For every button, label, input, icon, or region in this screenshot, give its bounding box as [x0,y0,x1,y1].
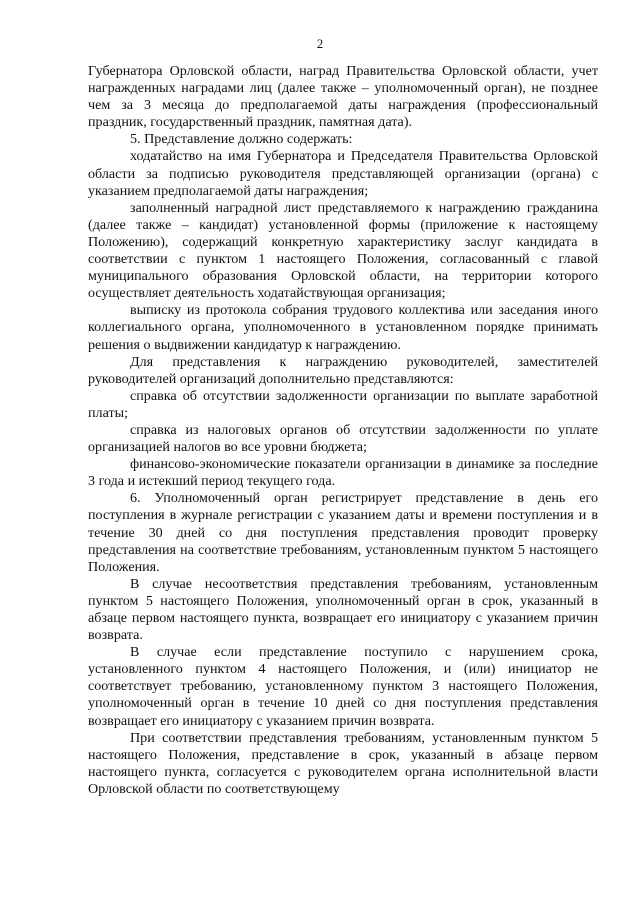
paragraph-financial-indicators: финансово-экономические показатели организации в динамике за последние 3 года и истекший период текущего года. [88,456,598,490]
paragraph-nonconformity-return: В случае несоответствия представления требованиям, установленным пунктом 5 настоящего Положения, уполномоченный орган в срок, указанный в абзаце первом настоящего пункта, возвращает его инициатору с указанием причин возврата. [88,575,598,644]
paragraph-late-return: В случае если представление поступило с нарушением срока, установленного пунктом 4 настоящего Положения, и (или) инициатор не соответствует требованию, установленному пунктом 3 настоящего Положения, уполномоченный орган в течение 10 дней со дня поступления представления возвращает его инициатору с указанием причин возврата. [88,644,598,729]
paragraph-conformity-approval: При соответствии представления требованиям, установленным пунктом 5 настоящего Положения, представление в срок, указанный в абзаце первом настоящего пункта, согласуется с руководителем органа исполнительной власти Орловской области по соответствующему [88,729,598,797]
paragraph-item-6-registration: 6. Уполномоченный орган регистрирует представление в день его поступления в журнале регистрации с указанием даты и времени поступления и в течение 30 дней со дня поступления представления проводит проверку представления на соответствие требованиям, установленным пунктом 5 настоящего Положения. [88,490,598,575]
paragraph-managers-additional: Для представления к награждению руководителей, заместителей руководителей организаций дополнительно представляются: [88,353,598,387]
document-body [88,63,598,798]
paragraph-item-5-heading: 5. Представление должно содержать: [130,131,353,148]
paragraph-continuation: Губернатора Орловской области, наград Правительства Орловской области, учет награжденных наградами лиц (далее также – уполномоченный орган), не позднее чем за 3 месяца до предполагаемой даты награждения (профессиональный праздник, государственный праздник, памятная дата). [88,63,598,131]
paragraph-protocol-extract: выписку из протокола собрания трудового коллектива или заседания иного коллегиального органа, уполномоченного в установленном порядке принимать решения о выдвижении кандидатур к награждению. [88,302,598,353]
paragraph-wage-certificate: справка об отсутствии задолженности организации по выплате заработной платы; [88,387,598,421]
paragraph-tax-certificate: справка из налоговых органов об отсутствии задолженности по уплате организацией налогов во все уровни бюджета; [88,421,598,456]
page-number: 2 [316,36,324,51]
paragraph-petition: ходатайство на имя Губернатора и Председателя Правительства Орловской области за подписью руководителя представляющей организации (органа) с указанием предполагаемой даты награждения; [88,148,598,199]
paragraph-award-sheet: заполненный наградной лист представляемого к награждению гражданина (далее также – кандидат) установленной формы (приложение к настоящему Положению), содержащий конкретную характеристику заслуг кандидата в соответствии с пунктом 1 настоящего Положения, согласованный с главой муниципального образования Орловской области, на территории которого осуществляет деятельность ходатайствующая организация; [88,199,598,302]
